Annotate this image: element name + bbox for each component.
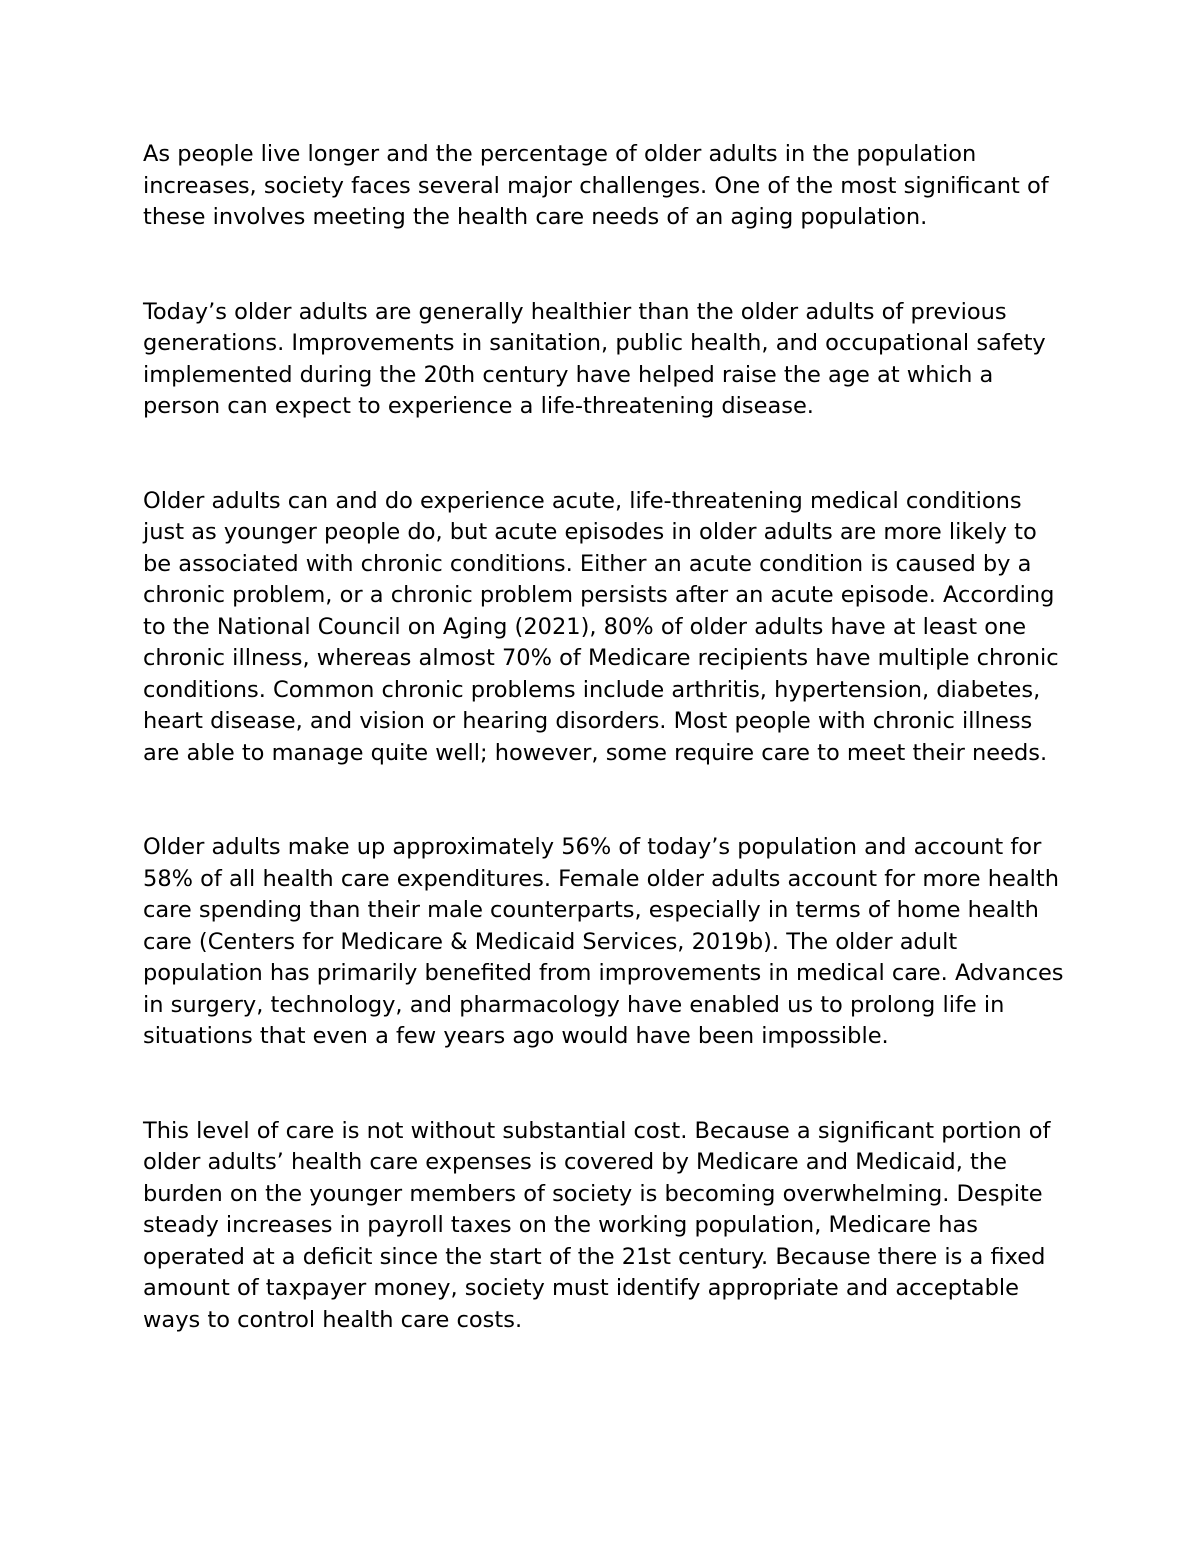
document-body <box>143 139 1068 1336</box>
paragraph-4: Older adults make up approximately 56% of today’s population and account for 58% of all health care expenditures. Female older adults account for more health care spending than their male counterparts, especially in terms of home health care (Centers for Medicare & Medicaid Services, 2019b). The older adult population has primarily benefited from improvements in medical care. Advances in surgery, technology, and pharmacology have enabled us to prolong life in situations that even a few years ago would have been impossible. <box>143 834 1064 1049</box>
paragraph-2: Today’s older adults are generally healthier than the older adults of previous generations. Improvements in sanitation, public health, and occupational safety implemented during the 20th century have helped raise the age at which a person can expect to experience a life-threatening disease. <box>143 298 1046 419</box>
paragraph-1: As people live longer and the percentage of older adults in the population increases, society faces several major challenges. One of the most significant of these involves meeting the health care needs of an aging population. <box>143 141 1049 230</box>
paragraph-3: Older adults can and do experience acute, life-threatening medical conditions just as younger people do, but acute episodes in older adults are more likely to be associated with chronic conditions. Either an acute condition is caused by a chronic problem, or a chronic problem persists after an acute episode. According to the National Council on Aging (2021), 80% of older adults have at least one chronic illness, whereas almost 70% of Medicare recipients have multiple chronic conditions. Common chronic problems include arthritis, hypertension, diabetes, heart disease, and vision or hearing disorders. Most people with chronic illness are able to manage quite well; however, some require care to meet their needs. <box>143 487 1059 766</box>
paragraph-5: This level of care is not without substantial cost. Because a significant portion of older adults’ health care expenses is covered by Medicare and Medicaid, the burden on the younger members of society is becoming overwhelming. Despite steady increases in payroll taxes on the working population, Medicare has operated at a deficit since the start of the 21st century. Because there is a fixed amount of taxpayer money, society must identify appropriate and acceptable ways to control health care costs. <box>143 1117 1051 1333</box>
